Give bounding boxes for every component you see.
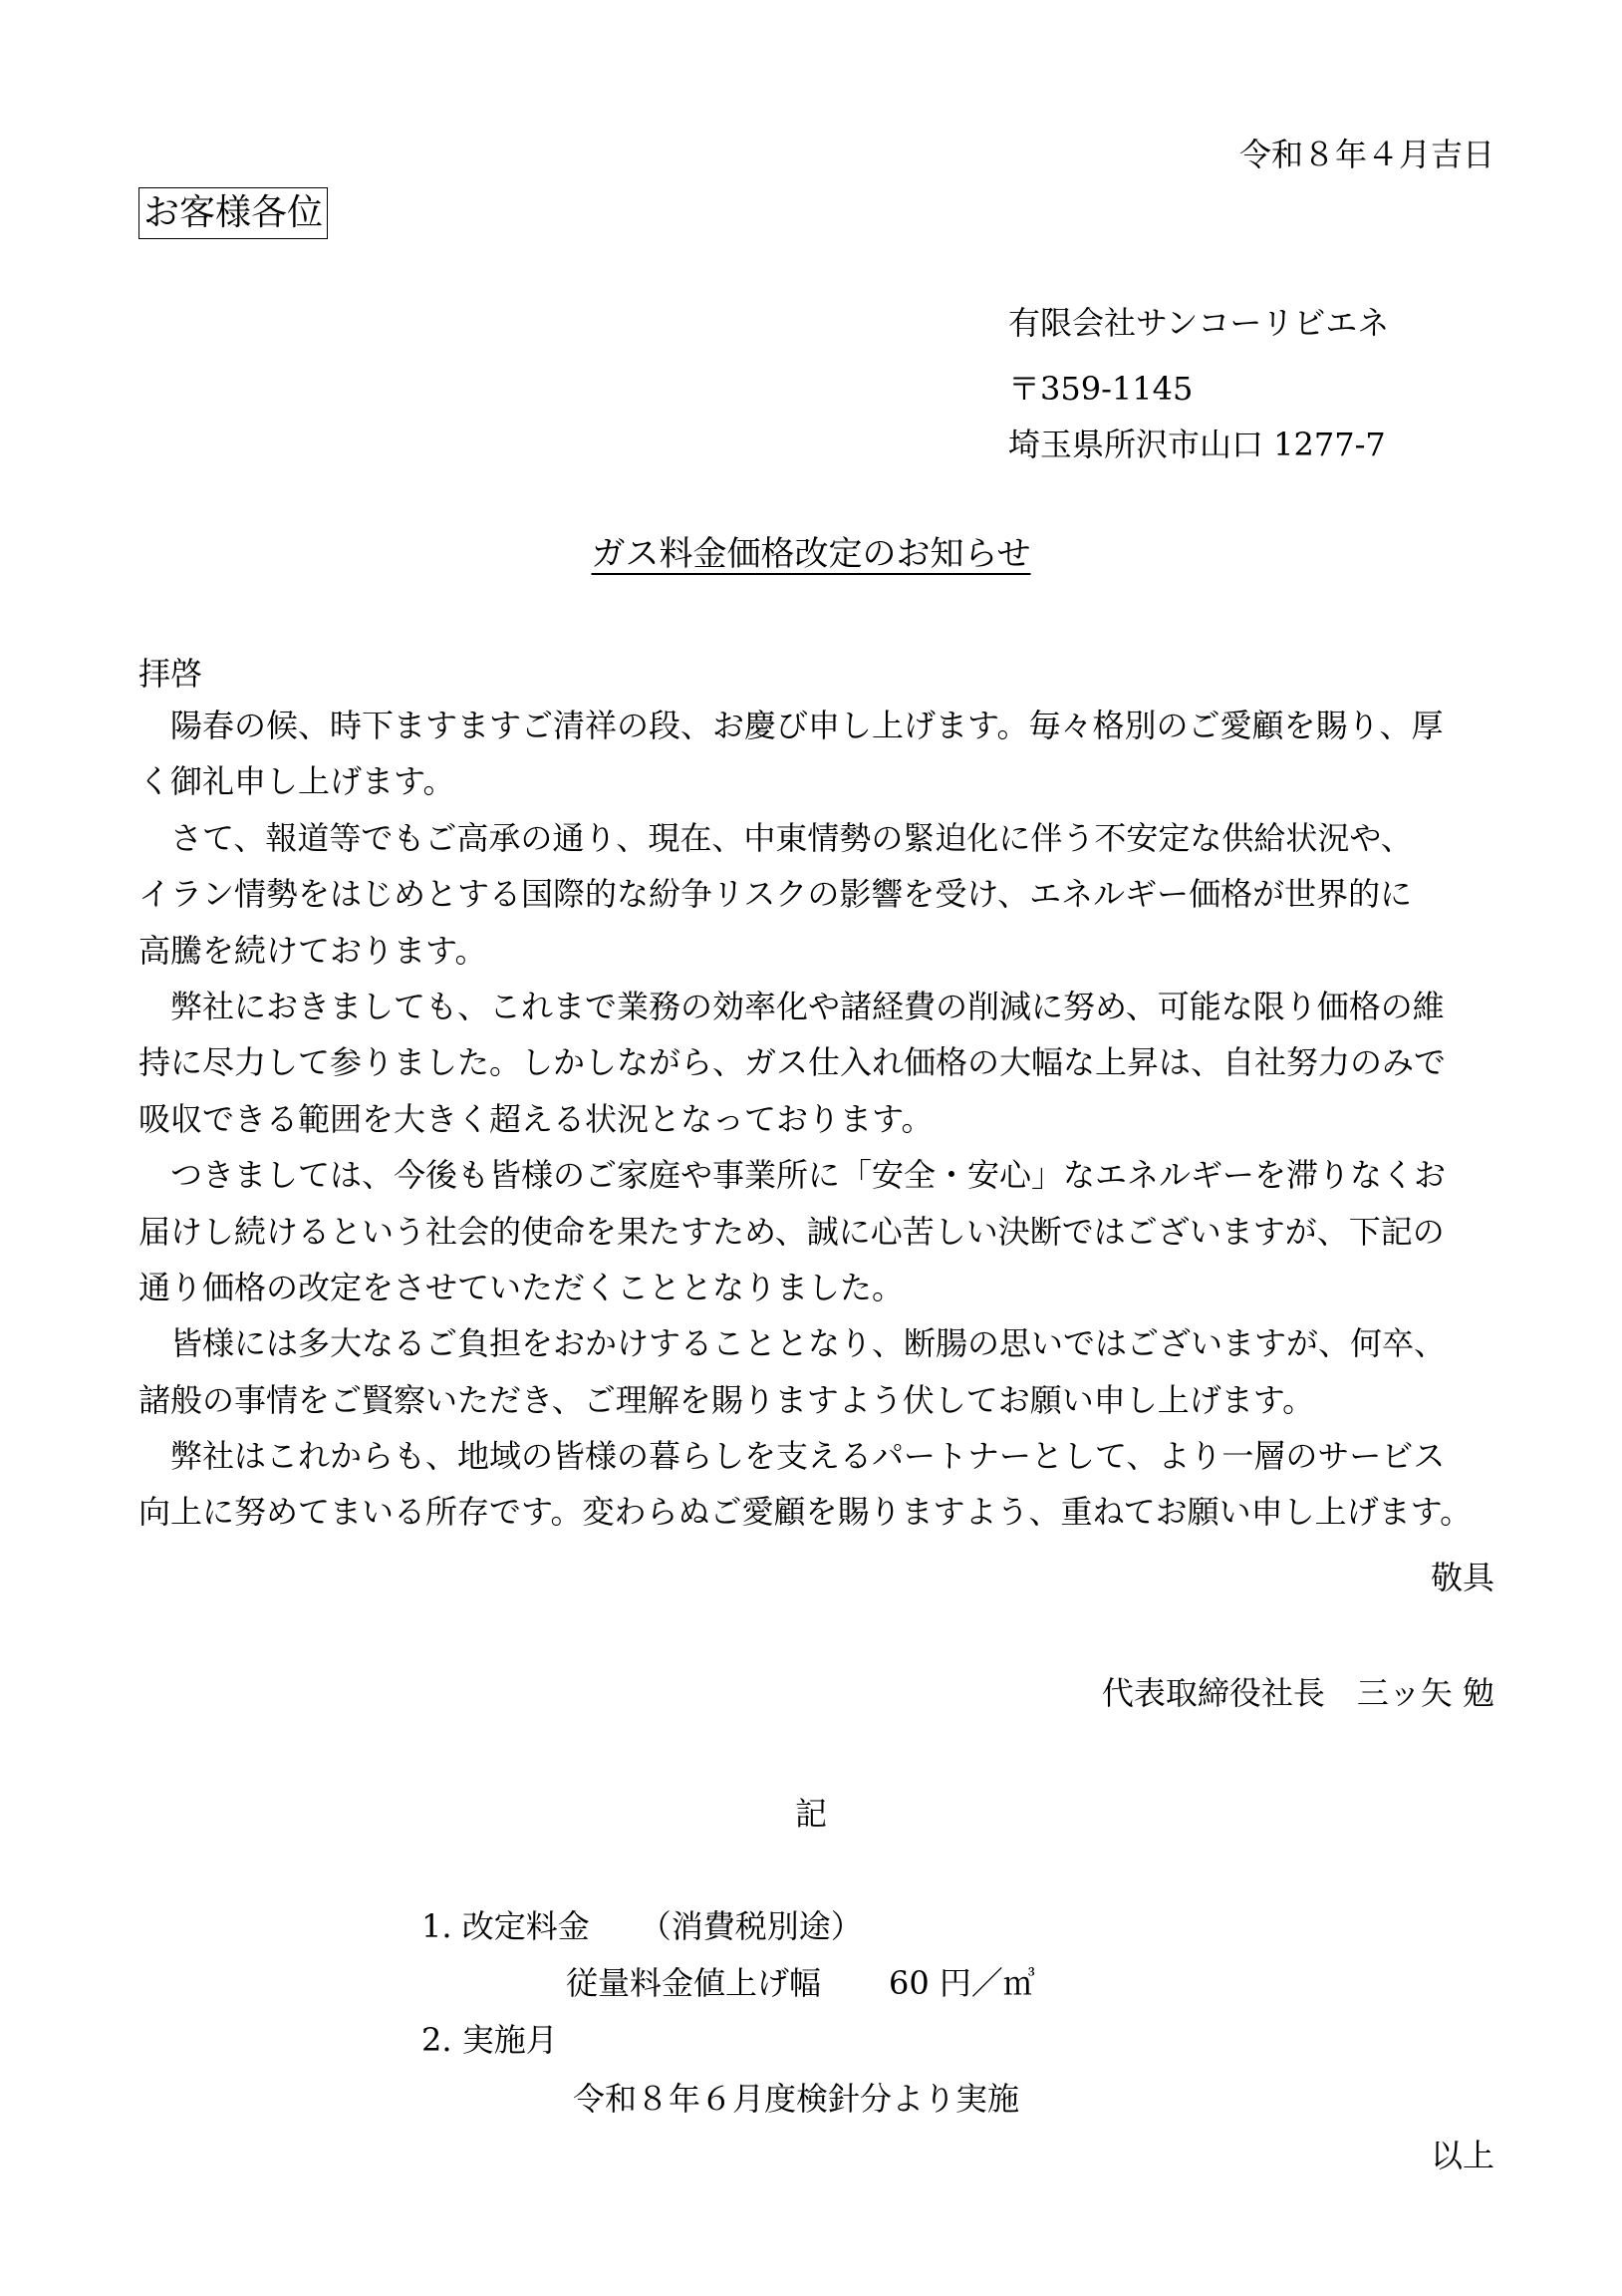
body-line: 皆様には多大なるご負担をおかけすることとなり、断腸の思いではございますが、何卒、 bbox=[138, 1324, 1447, 1363]
document-title bbox=[0, 531, 1622, 577]
recipient-box: お客様各位 bbox=[138, 187, 328, 239]
greeting: 拝啓 bbox=[138, 655, 203, 693]
body-line: 通り価格の改定をさせていただくこととなりました。 bbox=[138, 1268, 905, 1306]
notice-item-1-detail bbox=[566, 1961, 1035, 2005]
body-line: 吸収できる範囲を大きく超える状況となっております。 bbox=[138, 1099, 934, 1138]
letter-body bbox=[138, 698, 1503, 1541]
body-line: 弊社におきましても、これまで業務の効率化や諸経費の削減に努め、可能な限り価格の維 bbox=[138, 987, 1445, 1025]
body-line: 持に尽力して参りました。しかしながら、ガス仕入れ価格の大幅な上昇は、自社努力のみで bbox=[138, 1043, 1447, 1082]
sender-zip: 〒359-1145 bbox=[1008, 370, 1194, 408]
rate-increase-value: 60 円／㎥ bbox=[889, 1964, 1035, 2002]
issue-date: 令和８年４月吉日 bbox=[1238, 136, 1494, 173]
closing-word: 敬具 bbox=[1430, 1559, 1494, 1596]
body-line: 弊社はこれからも、地域の皆様の暮らしを支えるパートナーとして、より一層のサービス bbox=[138, 1437, 1446, 1476]
body-line: 陽春の候、時下ますますご清祥の段、お慶び申し上げます。毎々格別のご愛顧を賜り、厚 bbox=[138, 707, 1444, 744]
body-line: 諸般の事情をご賢察いただき、ご理解を賜りますよう伏してお願い申し上げます。 bbox=[138, 1380, 1315, 1419]
sender-company: 有限会社サンコーリビエネ bbox=[1008, 304, 1390, 342]
document-title-text: ガス料金価格改定のお知らせ bbox=[591, 534, 1031, 574]
rate-increase-label: 従量料金値上げ幅 bbox=[566, 1964, 822, 2002]
notice-heading: 記 bbox=[794, 1795, 827, 1833]
notice-item-2-detail: 令和８年６月度検針分より実施 bbox=[573, 2080, 1020, 2118]
notice-item-1 bbox=[421, 1904, 863, 1948]
body-line: つきましては、今後も皆様のご家庭や事業所に「安全・安心」なエネルギーを滞りなくお bbox=[138, 1156, 1447, 1195]
notice-item-2-label: 2. 実施月 bbox=[421, 2021, 558, 2059]
body-line: 高騰を続けております。 bbox=[138, 931, 487, 970]
notice-item-1-note: （消費税別途） bbox=[639, 1907, 863, 1945]
body-line: 向上に努めてまいる所存です。変わらぬご愛顧を賜りますよう、重ねてお願い申し上げます。 bbox=[138, 1493, 1473, 1532]
body-line: 届けし続けるという社会的使命を果たすため、誠に心苦しい決断ではございますが、下記の bbox=[138, 1212, 1445, 1251]
signer: 代表取締役社長 三ッ矢 勉 bbox=[1101, 1674, 1494, 1712]
body-line: さて、報道等でもご高承の通り、現在、中東情勢の緊迫化に伴う不安定な供給状況や、 bbox=[138, 818, 1413, 857]
end-mark: 以上 bbox=[1430, 2137, 1494, 2174]
body-line: く御礼申し上げます。 bbox=[138, 762, 455, 801]
body-line: イラン情勢をはじめとする国際的な紛争リスクの影響を受け、エネルギー価格が世界的に bbox=[138, 875, 1413, 914]
sender-address: 埼玉県所沢市山口 1277-7 bbox=[1008, 426, 1386, 463]
notice-item-1-label: 1. 改定料金 bbox=[421, 1907, 590, 1945]
